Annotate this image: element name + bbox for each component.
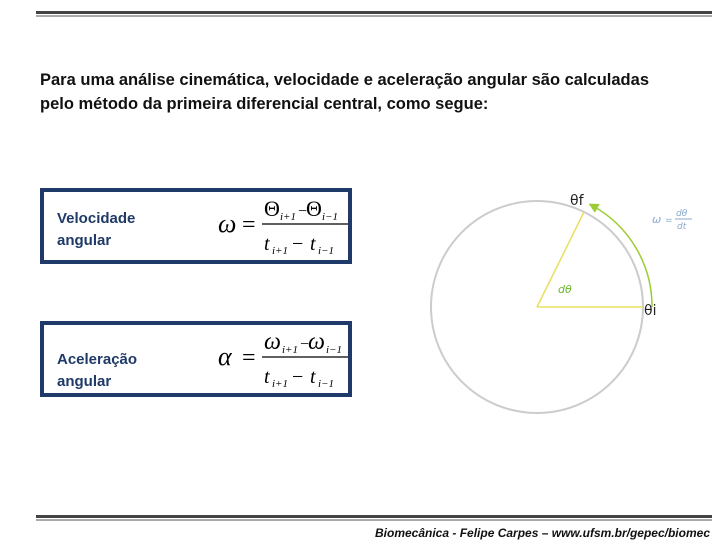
numerator-term2: ω	[308, 329, 325, 355]
top-rule	[36, 11, 712, 17]
bottom-rule	[36, 515, 712, 521]
numerator-minus: −	[300, 336, 310, 353]
omega-formula-graphic	[652, 209, 692, 232]
numerator-term1: Θ	[264, 196, 280, 221]
denominator-term2: t	[310, 366, 316, 388]
acceleration-label-line1: Aceleração	[57, 351, 138, 368]
denominator-sub2: i−1	[318, 245, 334, 257]
theta-initial-label: θi	[644, 303, 657, 319]
denominator-sub2: i−1	[318, 378, 334, 390]
velocity-box	[40, 188, 352, 264]
numerator-sub1: i+1	[280, 211, 296, 223]
denominator-term1: t	[264, 366, 270, 388]
velocity-label-line2: angular	[57, 232, 112, 249]
omega-symbol-small: ω	[652, 213, 662, 226]
intro-text: Para uma análise cinemática, velocidade e aceleração angular são calculadas pelo método da primeira diferencial central, como segue:	[40, 71, 649, 113]
denominator-minus: −	[292, 233, 304, 255]
denominator-sub1: i+1	[272, 378, 288, 390]
equals-sign: =	[242, 345, 256, 371]
omega-equals-small: =	[665, 216, 673, 226]
omega-denominator-small: dt	[677, 222, 687, 232]
theta-final-label: θf	[570, 193, 584, 209]
numerator-term1: ω	[264, 329, 281, 355]
denominator-term2: t	[310, 233, 316, 255]
rotation-arrow	[593, 206, 652, 307]
numerator-sub2: i−1	[326, 344, 342, 356]
denominator-minus: −	[292, 366, 304, 388]
numerator-sub1: i+1	[282, 344, 298, 356]
acceleration-label-line2: angular	[57, 373, 112, 390]
numerator-sub2: i−1	[322, 211, 338, 223]
velocity-formula	[214, 192, 354, 260]
numerator-term2: Θ	[306, 196, 322, 221]
denominator-term1: t	[264, 233, 270, 255]
denominator-sub1: i+1	[272, 245, 288, 257]
footer-credit: Biomecânica - Felipe Carpes – www.ufsm.br/gepec/biomec	[375, 526, 710, 540]
angular-displacement-diagram	[420, 160, 710, 450]
omega-symbol: ω	[218, 209, 237, 238]
numerator-minus: −	[298, 203, 308, 220]
equals-sign: =	[242, 212, 256, 238]
d-theta-label: dθ	[558, 283, 572, 296]
omega-numerator-small: dθ	[676, 209, 688, 219]
velocity-label-line1: Velocidade	[57, 210, 136, 227]
alpha-symbol: α	[218, 342, 232, 371]
acceleration-formula	[214, 325, 354, 393]
acceleration-box	[40, 321, 352, 397]
